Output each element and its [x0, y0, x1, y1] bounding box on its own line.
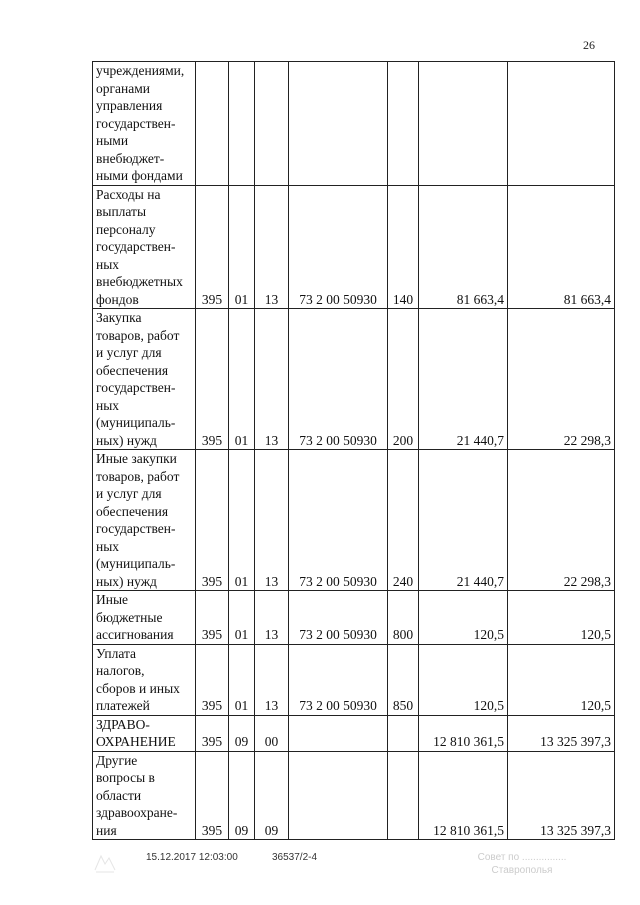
page-number: 26	[583, 38, 595, 52]
expense-name-line: Иные	[96, 592, 129, 607]
expense-name-line: обеспечения	[96, 362, 169, 378]
expense-name-line: ных) нужд	[96, 573, 157, 589]
cell-section-code: 01	[229, 450, 255, 591]
cell-expense-name	[93, 309, 196, 450]
stamp-faded-text	[452, 851, 592, 877]
cell-target-article	[289, 62, 388, 186]
cell-expense-type	[388, 751, 419, 840]
cell-admin-code: 395	[196, 715, 229, 751]
cell-subsection-code: 00	[255, 715, 289, 751]
budget-table	[92, 61, 615, 840]
cell-sum-2018: 21 440,7	[419, 309, 508, 450]
table-row	[93, 591, 615, 645]
expense-name-line: учреждениями,	[96, 63, 185, 78]
stamp-line-1: Совет по ................	[477, 852, 567, 863]
cell-expense-type: 800	[388, 591, 419, 645]
expense-name-line: Закупка	[96, 310, 142, 325]
expense-name-line: и услуг для	[96, 486, 162, 501]
expense-name-line: ными фондами	[96, 168, 183, 183]
table-row	[93, 715, 615, 751]
expense-name-line: персоналу	[96, 221, 156, 237]
table-row	[93, 185, 615, 309]
cell-subsection-code: 13	[255, 309, 289, 450]
cell-section-code: 01	[229, 591, 255, 645]
cell-sum-2019: 22 298,3	[508, 309, 615, 450]
cell-expense-name	[93, 751, 196, 840]
expense-name-line: внебюджет-	[96, 150, 165, 166]
expense-name-line: Уплата	[96, 645, 137, 661]
expense-name-line: управления	[96, 98, 163, 113]
expense-name-line: ных) нужд	[96, 432, 157, 448]
cell-admin-code: 395	[196, 185, 229, 309]
table-row	[93, 644, 615, 715]
cell-sum-2018	[419, 62, 508, 186]
cell-sum-2019: 120,5	[508, 591, 615, 645]
cell-expense-type	[388, 715, 419, 751]
expense-name-line: (муниципаль-	[96, 556, 176, 571]
cell-expense-name	[93, 715, 196, 751]
expense-name-line: Расходы на	[96, 186, 161, 202]
cell-sum-2018: 120,5	[419, 591, 508, 645]
expense-name-line: фондов	[96, 291, 139, 307]
expense-name-line: государствен-	[96, 521, 176, 536]
expense-name-line: ных	[96, 397, 120, 413]
cell-target-article	[289, 751, 388, 840]
cell-admin-code	[196, 62, 229, 186]
cell-sum-2019: 81 663,4	[508, 185, 615, 309]
cell-expense-type: 850	[388, 644, 419, 715]
cell-admin-code: 395	[196, 751, 229, 840]
cell-expense-name	[93, 185, 196, 309]
cell-subsection-code: 13	[255, 644, 289, 715]
cell-expense-type	[388, 62, 419, 186]
expense-name-line: бюджетные	[96, 609, 163, 625]
expense-name-line: и услуг для	[96, 345, 162, 360]
cell-section-code	[229, 62, 255, 186]
cell-target-article	[289, 715, 388, 751]
table-row	[93, 751, 615, 840]
cell-section-code: 09	[229, 715, 255, 751]
expense-name-line: выплаты	[96, 204, 147, 219]
cell-target-article: 73 2 00 50930	[289, 309, 388, 450]
expense-name-line: ЗДРАВО-	[96, 716, 150, 732]
expense-name-line: платежей	[96, 698, 150, 713]
stamp-mark-icon	[92, 852, 118, 874]
expense-name-line: ОХРАНЕНИЕ	[96, 734, 176, 749]
cell-subsection-code	[255, 62, 289, 186]
expense-name-line: внебюджетных	[96, 274, 183, 289]
cell-sum-2019: 120,5	[508, 644, 615, 715]
cell-admin-code: 395	[196, 450, 229, 591]
cell-subsection-code: 13	[255, 185, 289, 309]
expense-name-line: товаров, работ	[96, 468, 180, 484]
cell-expense-name	[93, 62, 196, 186]
expense-name-line: государствен-	[96, 239, 176, 254]
cell-sum-2019	[508, 62, 615, 186]
cell-expense-name	[93, 644, 196, 715]
cell-sum-2018: 81 663,4	[419, 185, 508, 309]
stamp-line-2: Ставрополья	[491, 865, 553, 876]
cell-section-code: 01	[229, 644, 255, 715]
cell-target-article: 73 2 00 50930	[289, 185, 388, 309]
budget-table-body	[93, 62, 615, 840]
expense-name-line: области	[96, 787, 142, 803]
expense-name-line: Иные закупки	[96, 451, 177, 466]
expense-name-line: ния	[96, 822, 117, 838]
cell-sum-2019: 22 298,3	[508, 450, 615, 591]
expense-name-line: товаров, работ	[96, 327, 180, 343]
cell-expense-name	[93, 591, 196, 645]
expense-name-line: государствен-	[96, 380, 176, 395]
cell-section-code: 01	[229, 309, 255, 450]
cell-target-article: 73 2 00 50930	[289, 591, 388, 645]
cell-expense-type: 200	[388, 309, 419, 450]
expense-name-line: ными	[96, 133, 129, 148]
cell-admin-code: 395	[196, 644, 229, 715]
cell-sum-2018: 120,5	[419, 644, 508, 715]
cell-subsection-code: 13	[255, 591, 289, 645]
cell-target-article: 73 2 00 50930	[289, 644, 388, 715]
cell-section-code: 09	[229, 751, 255, 840]
cell-subsection-code: 13	[255, 450, 289, 591]
cell-subsection-code: 09	[255, 751, 289, 840]
footer-doc-id: 36537/2-4	[272, 852, 318, 863]
cell-sum-2018: 12 810 361,5	[419, 751, 508, 840]
expense-name-line: органами	[96, 80, 151, 96]
expense-name-line: сборов и иных	[96, 680, 180, 696]
table-row	[93, 450, 615, 591]
expense-name-line: государствен-	[96, 115, 176, 131]
cell-sum-2019: 13 325 397,3	[508, 715, 615, 751]
expense-name-line: ных	[96, 256, 120, 272]
table-row	[93, 309, 615, 450]
cell-section-code: 01	[229, 185, 255, 309]
expense-name-line: вопросы в	[96, 770, 155, 785]
expense-name-line: Другие	[96, 752, 138, 768]
cell-sum-2018: 12 810 361,5	[419, 715, 508, 751]
cell-expense-type: 140	[388, 185, 419, 309]
expense-name-line: ных	[96, 538, 120, 554]
expense-name-line: обеспечения	[96, 503, 169, 519]
table-row	[93, 62, 615, 186]
cell-expense-type: 240	[388, 450, 419, 591]
cell-admin-code: 395	[196, 591, 229, 645]
cell-target-article: 73 2 00 50930	[289, 450, 388, 591]
cell-expense-name	[93, 450, 196, 591]
expense-name-line: здравоохране-	[96, 805, 178, 820]
cell-sum-2018: 21 440,7	[419, 450, 508, 591]
cell-admin-code: 395	[196, 309, 229, 450]
cell-sum-2019: 13 325 397,3	[508, 751, 615, 840]
expense-name-line: ассигнования	[96, 627, 174, 642]
expense-name-line: налогов,	[96, 663, 145, 678]
footer-datetime: 15.12.2017 12:03:00	[146, 852, 238, 863]
expense-name-line: (муниципаль-	[96, 415, 176, 430]
